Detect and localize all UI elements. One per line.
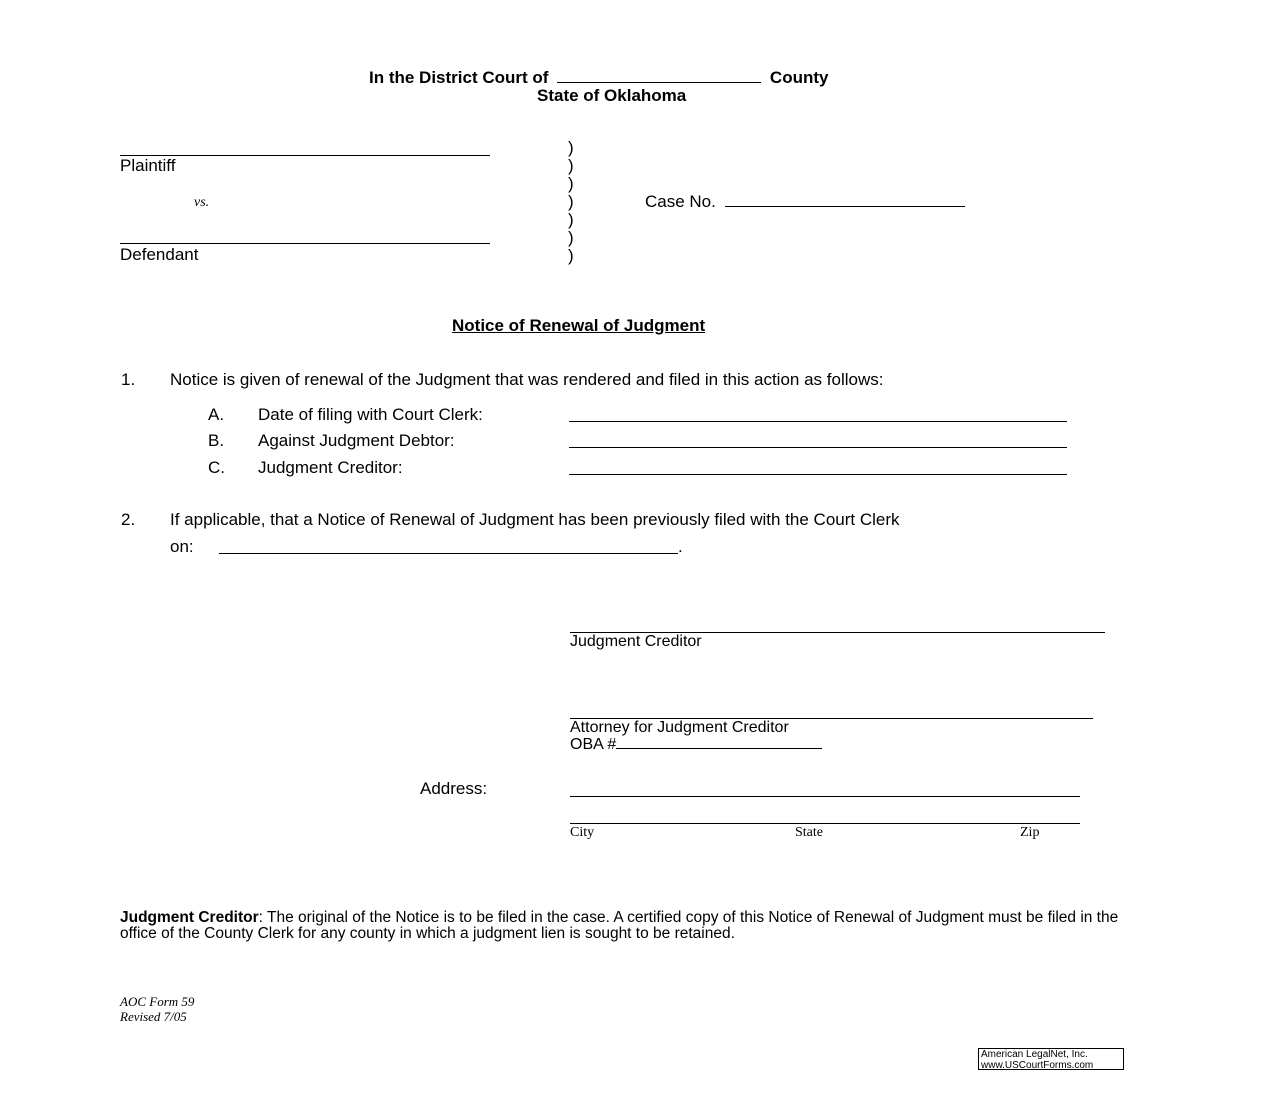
zip-label: Zip <box>1020 825 1040 840</box>
address-line-2[interactable] <box>570 823 1080 824</box>
address-label: Address: <box>420 779 488 798</box>
sub-b-blank[interactable] <box>569 447 1067 448</box>
document-title: Notice of Renewal of Judgment <box>452 316 706 335</box>
court-suffix: County <box>769 68 829 87</box>
item1-text: Notice is given of renewal of the Judgment that was rendered and filed in this action as follows: <box>170 370 884 389</box>
caption-paren: ) <box>568 156 574 175</box>
item1-number: 1. <box>121 370 136 389</box>
instructions-text: : The original of the Notice is to be filed in the case. A certified copy of this Notice of Renewal of Judgment must be filed in the office of the County Clerk for any county in which a judgment lien is sought to be retained. <box>120 909 1119 942</box>
caption-paren: ) <box>568 210 574 229</box>
stamp-line-1: American LegalNet, Inc. <box>981 1049 1088 1060</box>
plaintiff-label: Plaintiff <box>120 156 176 175</box>
address-line-1[interactable] <box>570 796 1080 797</box>
publisher-stamp <box>978 1048 1124 1070</box>
court-prefix: In the District Court of <box>369 68 549 87</box>
state-heading: State of Oklahoma <box>537 86 687 105</box>
defendant-label: Defendant <box>120 245 199 264</box>
caption-paren: ) <box>568 228 574 247</box>
state-label: State <box>795 825 823 840</box>
oba-field <box>570 736 822 754</box>
caption-paren: ) <box>568 246 574 265</box>
creditor-instructions <box>120 910 1140 942</box>
case-no-label: Case No. <box>645 192 716 211</box>
case-number-field <box>645 192 965 212</box>
vs-label: vs. <box>194 195 210 210</box>
caption-paren: ) <box>568 192 574 211</box>
stamp-line-2: www.USCourtForms.com <box>981 1060 1094 1071</box>
caption-paren: ) <box>568 174 574 193</box>
oba-blank[interactable] <box>616 747 822 749</box>
sub-b-letter: B. <box>208 431 225 450</box>
sub-c-label: Judgment Creditor: <box>258 458 403 477</box>
form-revised: Revised 7/05 <box>120 1009 187 1024</box>
sub-a-label: Date of filing with Court Clerk: <box>258 405 483 424</box>
form-number: AOC Form 59 <box>120 994 195 1009</box>
item2-date-blank[interactable] <box>219 553 678 554</box>
sub-b-label: Against Judgment Debtor: <box>258 431 455 450</box>
plaintiff-blank[interactable] <box>120 155 490 156</box>
sub-c-blank[interactable] <box>569 474 1067 475</box>
defendant-blank[interactable] <box>120 243 490 244</box>
sub-c-letter: C. <box>208 458 225 477</box>
caption-paren: ) <box>568 138 574 157</box>
city-label: City <box>570 825 595 840</box>
sub-a-blank[interactable] <box>569 421 1067 422</box>
court-heading <box>369 68 828 88</box>
county-blank[interactable] <box>557 81 761 83</box>
case-no-blank[interactable] <box>725 205 965 207</box>
sub-a-letter: A. <box>208 405 225 424</box>
item2-text: If applicable, that a Notice of Renewal of Judgment has been previously filed with the Court Clerk <box>170 510 900 529</box>
item2-period: . <box>678 537 683 556</box>
item2-on-label: on: <box>170 537 194 556</box>
creditor-signature-label: Judgment Creditor <box>570 633 702 650</box>
attorney-signature-label: Attorney for Judgment Creditor <box>570 719 789 736</box>
instructions-lead: Judgment Creditor <box>120 909 259 926</box>
item2-number: 2. <box>121 510 136 529</box>
oba-label: OBA # <box>570 736 617 753</box>
